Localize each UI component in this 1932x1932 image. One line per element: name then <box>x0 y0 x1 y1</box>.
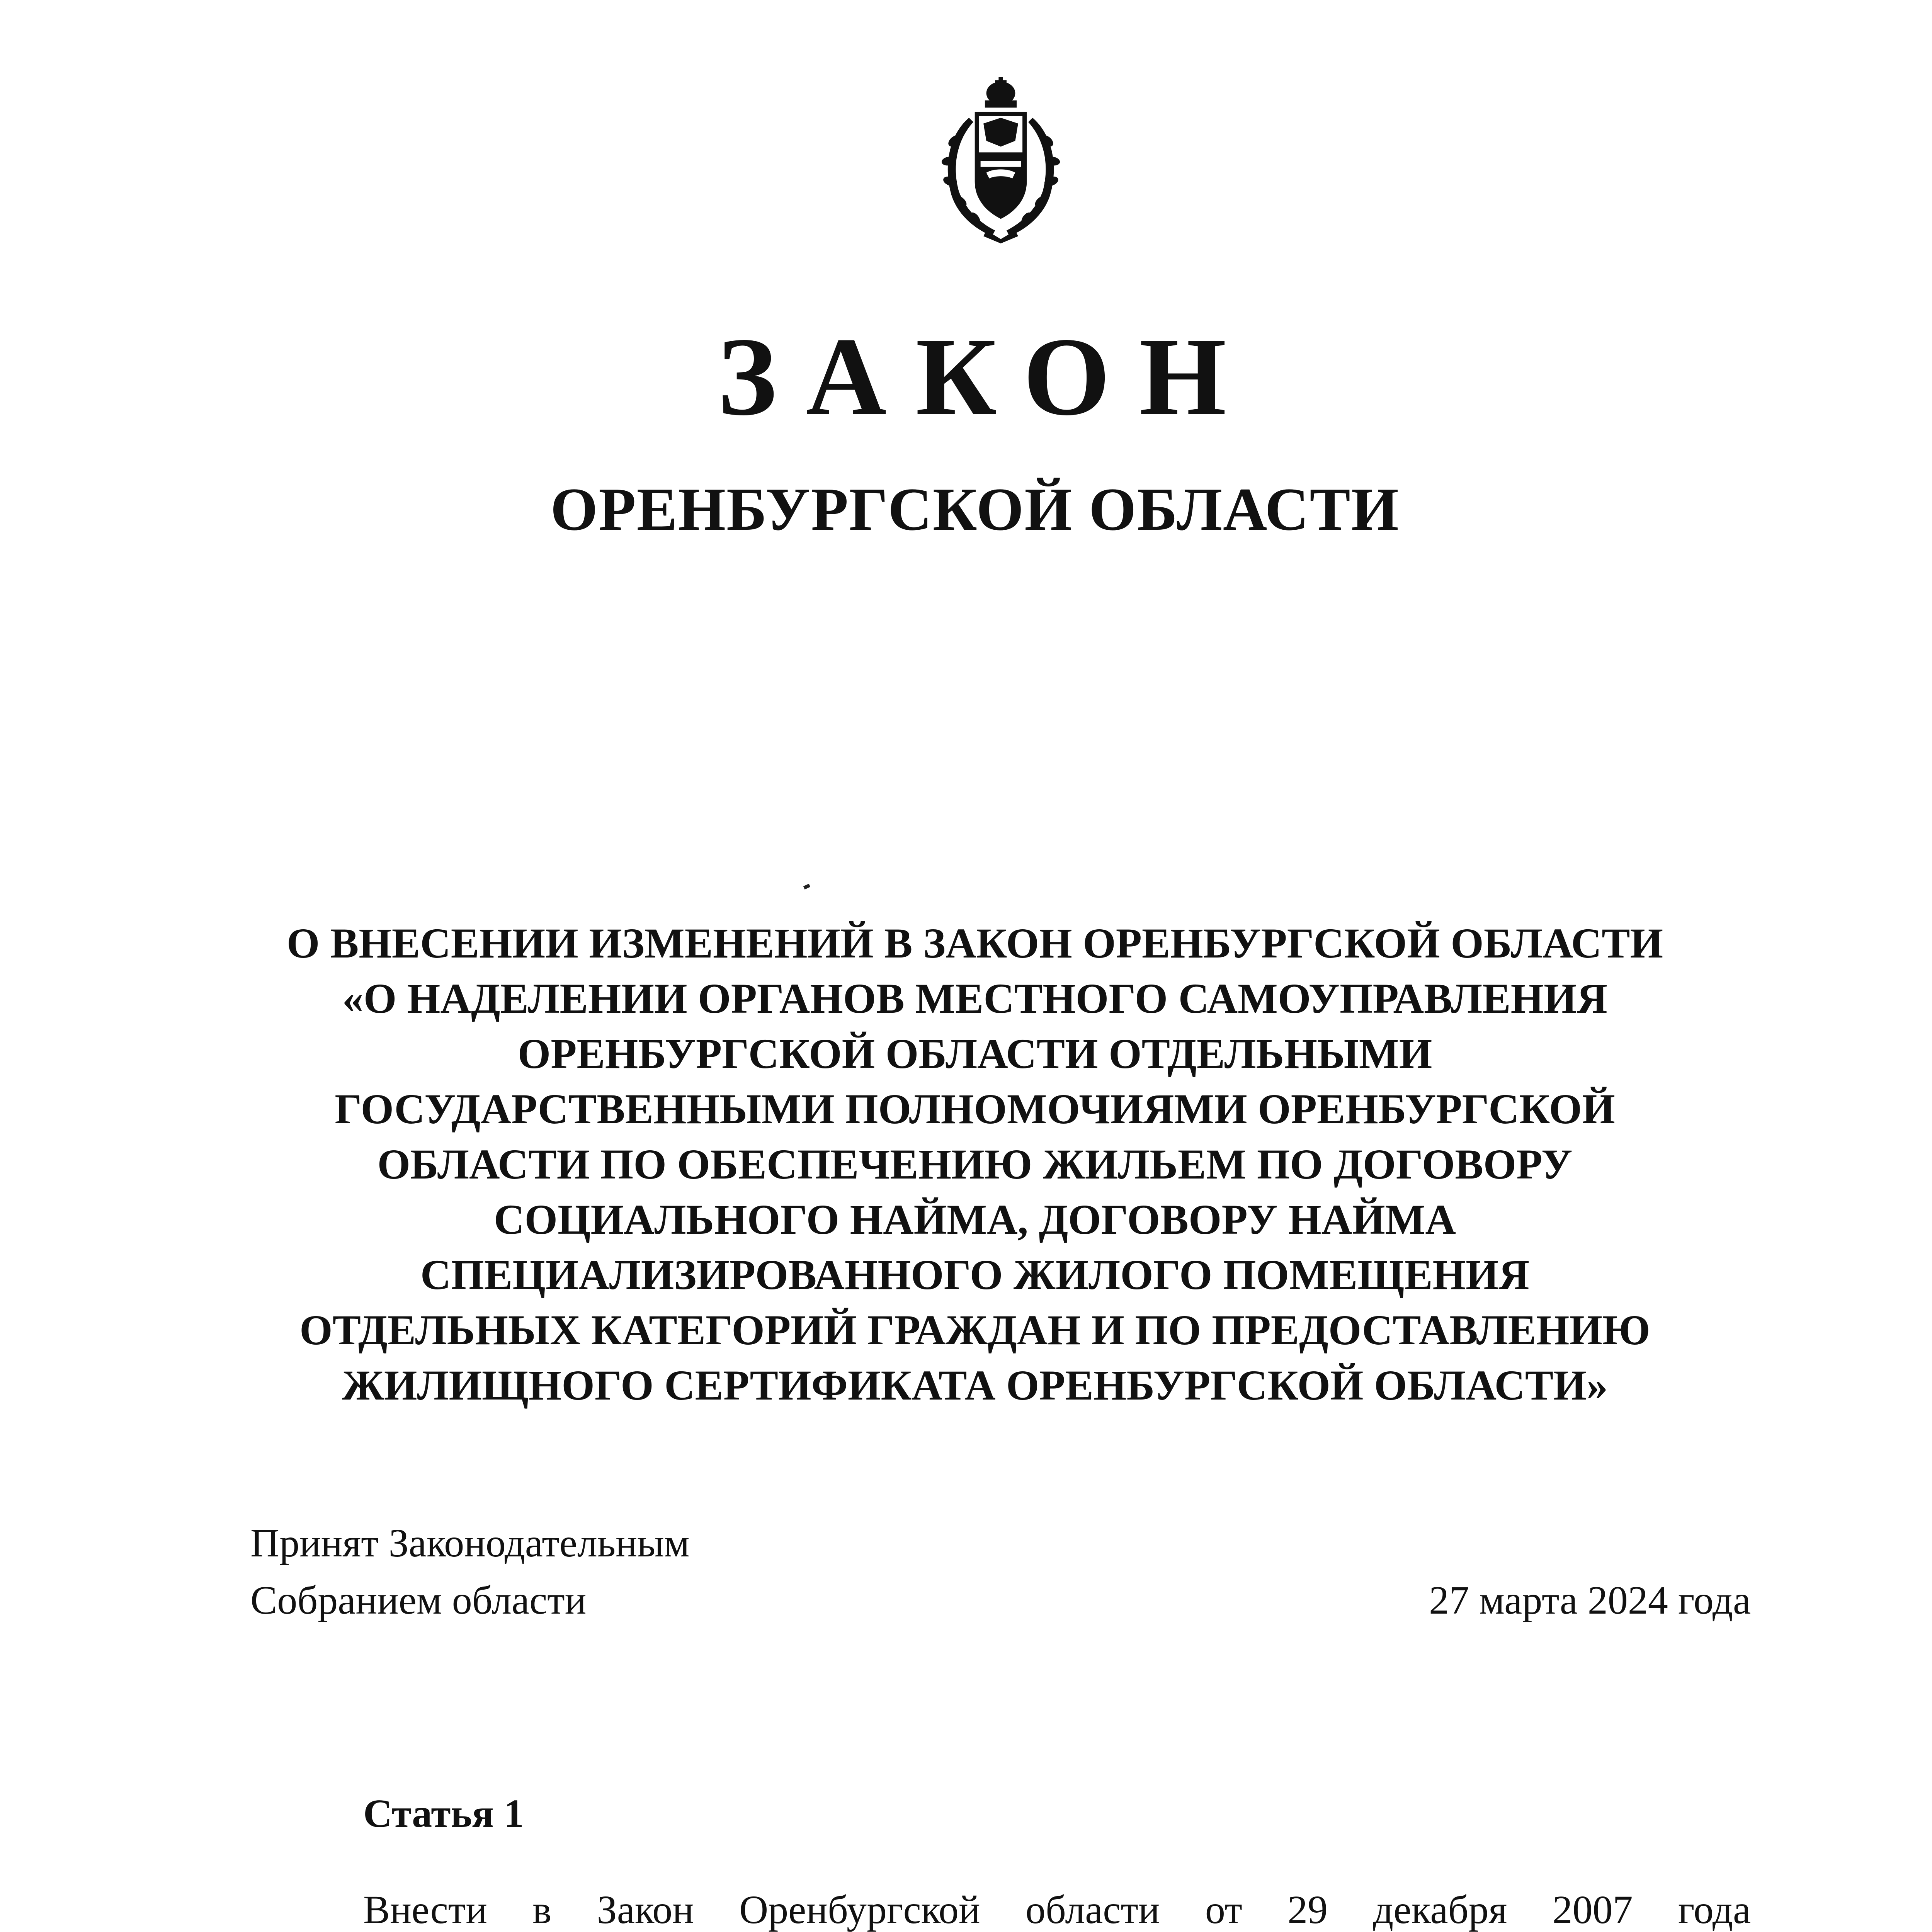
heading-line: СОЦИАЛЬНОГО НАЙМА, ДОГОВОРУ НАЙМА <box>494 1196 1456 1243</box>
document-title: ЗАКОН <box>718 315 1255 439</box>
heading-line: ЖИЛИЩНОГО СЕРТИФИКАТА ОРЕНБУРГСКОЙ ОБЛАСТИ» <box>342 1362 1608 1409</box>
article-title: Статья 1 <box>363 1791 524 1836</box>
body-line: Внести в Закон Оренбургской области от 29 декабря 2007 года <box>363 1888 1751 1932</box>
heading-line: О ВНЕСЕНИИ ИЗМЕНЕНИЙ В ЗАКОН ОРЕНБУРГСКОЙ ОБЛАСТИ <box>286 920 1663 967</box>
heading-line: ОБЛАСТИ ПО ОБЕСПЕЧЕНИЮ ЖИЛЬЕМ ПО ДОГОВОРУ <box>377 1141 1573 1188</box>
document-subtitle: ОРЕНБУРГСКОЙ ОБЛАСТИ <box>550 476 1400 543</box>
coat-of-arms-icon <box>927 77 1074 243</box>
heading-line: ОТДЕЛЬНЫХ КАТЕГОРИЙ ГРАЖДАН И ПО ПРЕДОСТАВЛЕНИЮ <box>299 1306 1650 1354</box>
adoption-info <box>250 1515 690 1629</box>
heading-line: ОРЕНБУРГСКОЙ ОБЛАСТИ ОТДЕЛЬНЫМИ <box>517 1030 1432 1077</box>
law-heading <box>116 916 1834 1413</box>
article-body <box>250 1883 1751 1932</box>
adoption-line: Собранием области <box>250 1578 587 1622</box>
heading-line: СПЕЦИАЛИЗИРОВАННОГО ЖИЛОГО ПОМЕЩЕНИЯ <box>420 1251 1530 1298</box>
stray-mark <box>803 884 810 889</box>
heading-line: ГОСУДАРСТВЕННЫМИ ПОЛНОМОЧИЯМИ ОРЕНБУРГСКОЙ <box>335 1085 1615 1133</box>
heading-line: «О НАДЕЛЕНИИ ОРГАНОВ МЕСТНОГО САМОУПРАВЛЕНИЯ <box>342 975 1608 1022</box>
adoption-date: 27 марта 2024 года <box>1429 1578 1751 1622</box>
adoption-line: Принят Законодательным <box>250 1521 690 1565</box>
